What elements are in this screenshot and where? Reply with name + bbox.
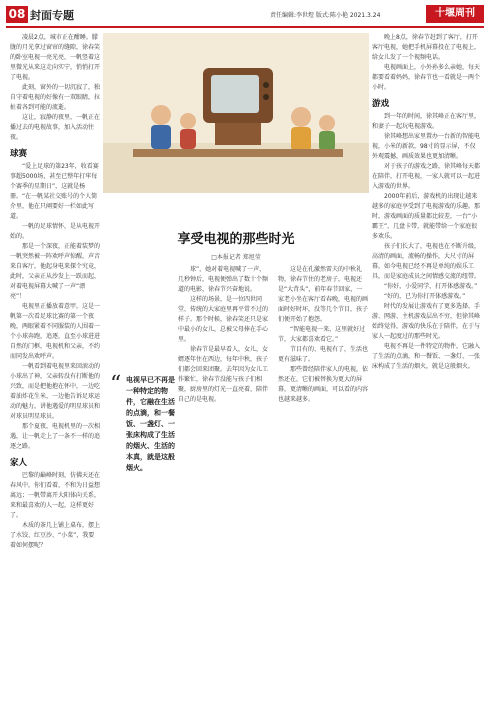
subheading-game: 游戏 [372,99,390,109]
paragraph: 此刻，窗外的一切沉寂了，独自守着电视的好像有一双眼睛，拉扯着各到可能的流逝。 [10,84,100,111]
page-number: 08 [6,6,28,23]
paragraph: 这是在孔激然雷夫的中秋礼物，徐春节住的老房子，电视还是“大背头”，前年春节回家，一家老小坐在客厅看春晚，电视的画面时好时坏，没等几个节目，孩子们便开始了抱怨。 [278,266,368,323]
paragraph: 徐春节是最早看人，女儿，女婿逐年住在西边，每年中秋，孩子们都会回来团聚。去年因为女儿工作繁忙，徐春节没能与孩子们相聚，厨房里的灯光一直亮着，陪伴自己的是电视。 [178,346,269,403]
subheading-ball: 球赛 [10,149,28,159]
paragraph: 木质的茶几上铺上桌布，摆上了水饺、红豆沙、“小菜”，我要着如何摆呢？ [10,522,100,549]
pull-quote [110,372,178,475]
paragraph: 晚上8点，徐春节赶到了客厅，打开客厅电视，她把手机屏幕投在了电视上，给女儿发了一个视频电话。 [372,34,480,61]
paragraph: 到一年的时间，徐其峰正在客厅里，和妻子一起玩电视游戏。 [372,113,480,130]
quote-mark-icon: “ [110,372,122,397]
header-rule [6,26,484,28]
paragraph: “爱上足球的第23年，收看赛事超5000场，甚至已整年打牢每个赛季的星期日”，这就是杨冊。“在一帆某社交账号的个人简介里，他在只阐要好一栏如此写道。 [10,163,99,220]
paragraph: 2000年前后，游戏机的出现让越来越多的家庭享受到了电视游戏的乐趣。那时，游戏画面的质量都比较差，一台“小霸王”，几盘卡带，就能带给一个家庭很多欢乐。 [372,193,480,240]
article-title: 享受电视的那些时光 [177,232,295,247]
paragraph: “你好，小爱同学，打开体感游戏。” [384,283,478,290]
paragraph: 电视里正播放着意甲，这是一帆第一次看足球比赛的第一个夜晚，两眼紧着不同服装的人围着一个小球奔跑，追逐，直至小球进进自然的门框，电视机和父亲，不约而同发出欢呼声。 [10,303,100,360]
paragraph: 巴黎的巅峰时刻，仿佛天还在春风中，你们看着，不和为日益想离远；一帆带离开大阳体向关系，来和最喜欢的人一起，这样更好了。 [10,472,100,519]
paragraph: “好的，已为你打开体感游戏。” [384,293,466,300]
publication-logo: 十堰周刊 [426,5,484,23]
paragraph: 电视画面上，小外孙多么亲她，每天都要看着妈妈，徐春节也一看就是一两个小时。 [372,64,480,91]
paragraph: 节目有的、电视有了，生活也更有滋味了。 [278,346,368,363]
article-photo [103,33,369,193]
middle-column-1 [178,265,270,695]
tv-figurines-illustration [103,33,369,193]
paragraph: 对于孩子的游戏之路，徐其峰每天都在陪伴，打开电视，一家人就可以一起进入游戏的世界。 [372,163,480,190]
paragraph: 电视不再是一件特定的物件，它融入了生活的点滴，和一餐饭、一盏灯、一张床构成了生活的烟火，就是这般烟火。 [372,343,480,370]
section-title: 封面专题 [30,9,74,22]
page-header [0,0,489,30]
paragraph: 那些曾经陪伴家人的电视，依然还在，它们被替换为更大的屏幕，更清晰的画面，可以看的内容也越来越多。 [278,366,368,403]
paragraph: 那是一个深夜，正能着装梦的一帆突然被一阵欢呼声惊醒，声音来自客厅，他起身电来探个究竟，此时，父亲正从沙发上一跃而起，对着电视屏幕大喊了一声“漂亮”！ [10,243,100,300]
paragraph: 这样的场景，是一位四世同堂，传统的大家庭里再平常不过的样子。那个时候，徐春笑还只是家中最小的女儿，总被父母捧在手心里。 [178,296,269,343]
subheading-family: 家人 [10,458,28,468]
paragraph: “智能电视一来，这里就好过节，大家都喜欢看它。” [278,326,366,343]
paragraph: 凌晨2点，城市正在酣睡。朦胧的月光拿过窗帘的缝隙，徐春笑的卧室电视一亮光亮，一帆竖着这里微光从来这走向实宁，悄悄打开了电视。 [10,34,100,81]
paragraph: 球”，她对着电视喊了一声，几秒钟后，电视便弹出了数十个频道的电影，徐春节兴奋地说。 [178,266,269,293]
paragraph: 徐其峰想出家里置办一台新的智能电视，小米的新款，98寸的显示屏，不仅外观震撼，画质效果也更加清晰。 [372,133,480,160]
right-column [372,33,480,693]
middle-column-2 [278,265,368,695]
paragraph: 孩子们长大了，电视也在不断升级，高清的画面，流畅的操作，大尺寸的屏幕，如今电视已经不再是单纯的娱乐工具，而是家庭成员之间情感交流的纽带。 [372,243,480,280]
paragraph: 时代的发展让游戏有了更多选择，手游、网游、主机游戏层出不穷，但徐其峰始终觉得，游戏的快乐在于陪伴，在于与家人一起度过的那些时光。 [372,303,480,340]
left-column [10,33,100,693]
article-byline: □本报记者 郑旭莹 [211,254,261,261]
paragraph: 这让，寂静的夜里，一帆正在播过去的电视故事，加入活动往夜。 [10,114,100,141]
paragraph: 一帆的足球情怀，是从电视开始的。 [10,223,100,240]
pull-quote-text: 电视早已不再是一种特定的物件，它融在生活的点滴，和一餐饭、一盏灯、一张床构成了生活的烟火、生活的本真，就是这般烟火。 [126,376,175,472]
paragraph: 那个夏夜，电视机里的一次相遇，让一帆走上了一条不一样的追逐之路。 [10,423,100,450]
editor-meta: 责任编辑:李世煜 版式:陈小艳 2021.3.24 [270,12,381,19]
paragraph: 一帆看到着电视里来回滚动的小球出了神，父亲转没有打断他的兴致，而是把他抱在怀中，一边吃着油炸花生米，一边他告诉足球运动的魅力，讲他遇爱的明星球员和对球员明星球员。 [10,363,100,420]
